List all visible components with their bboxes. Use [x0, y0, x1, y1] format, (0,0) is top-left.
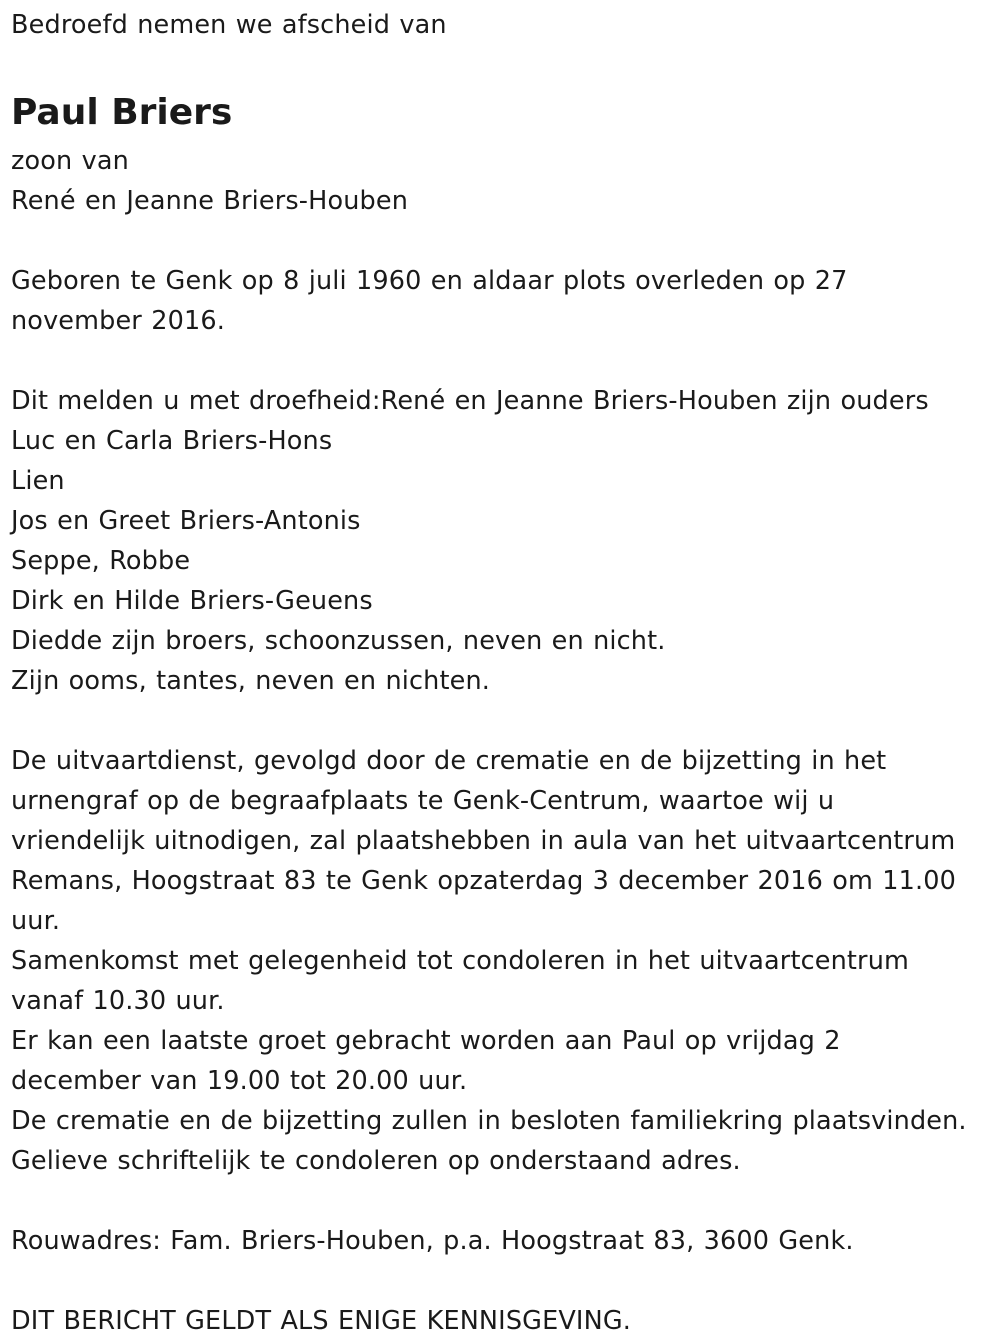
service-line: december van 19.00 tot 20.00 uur.	[11, 1066, 468, 1096]
mourners-line: Dit melden u met droefheid:René en Jeanne Briers-Houben zijn ouders	[11, 386, 929, 416]
mourners-line: Diedde zijn broers, schoonzussen, neven en nicht.	[11, 626, 666, 656]
service-line: Gelieve schriftelijk te condoleren op onderstaand adres.	[11, 1146, 741, 1176]
notice-footer: DIT BERICHT GELDT ALS ENIGE KENNISGEVING.	[11, 1306, 631, 1336]
deceased-name: Paul Briers	[11, 92, 233, 133]
mourners-line: Luc en Carla Briers-Hons	[11, 426, 333, 456]
spacer	[11, 1261, 996, 1301]
mourners-line: Jos en Greet Briers-Antonis	[11, 506, 361, 536]
birth-line: november 2016.	[11, 306, 225, 336]
mourners-line: Dirk en Hilde Briers-Geuens	[11, 586, 373, 616]
mourners-line: Zijn ooms, tantes, neven en nichten.	[11, 666, 491, 696]
son-of-label: zoon van	[11, 146, 129, 176]
obituary-notice	[11, 0, 996, 1341]
service-line: vriendelijk uitnodigen, zal plaatshebben in aula van het uitvaartcentrum	[11, 826, 956, 856]
service-line: Remans, Hoogstraat 83 te Genk opzaterdag 3 december 2016 om 11.00	[11, 866, 957, 896]
service-line: uur.	[11, 906, 61, 936]
service-line: De uitvaartdienst, gevolgd door de crematie en de bijzetting in het	[11, 746, 887, 776]
intro-text: Bedroefd nemen we afscheid van	[11, 10, 447, 40]
service-line: urnengraf op de begraafplaats te Genk-Centrum, waartoe wij u	[11, 786, 835, 816]
spacer	[11, 1181, 996, 1221]
service-line: Er kan een laatste groet gebracht worden aan Paul op vrijdag 2	[11, 1026, 841, 1056]
service-line: Samenkomst met gelegenheid tot condoleren in het uitvaartcentrum	[11, 946, 909, 976]
spacer	[11, 701, 996, 741]
mourners-line: Lien	[11, 466, 65, 496]
service-line: De crematie en de bijzetting zullen in besloten familiekring plaatsvinden.	[11, 1106, 967, 1136]
mourners-line: Seppe, Robbe	[11, 546, 191, 576]
mourning-address: Rouwadres: Fam. Briers-Houben, p.a. Hoogstraat 83, 3600 Genk.	[11, 1226, 854, 1256]
birth-line: Geboren te Genk op 8 juli 1960 en aldaar plots overleden op 27	[11, 266, 848, 296]
service-line: vanaf 10.30 uur.	[11, 986, 225, 1016]
spacer	[11, 221, 996, 261]
spacer	[11, 341, 996, 381]
parents-names: René en Jeanne Briers-Houben	[11, 186, 409, 216]
